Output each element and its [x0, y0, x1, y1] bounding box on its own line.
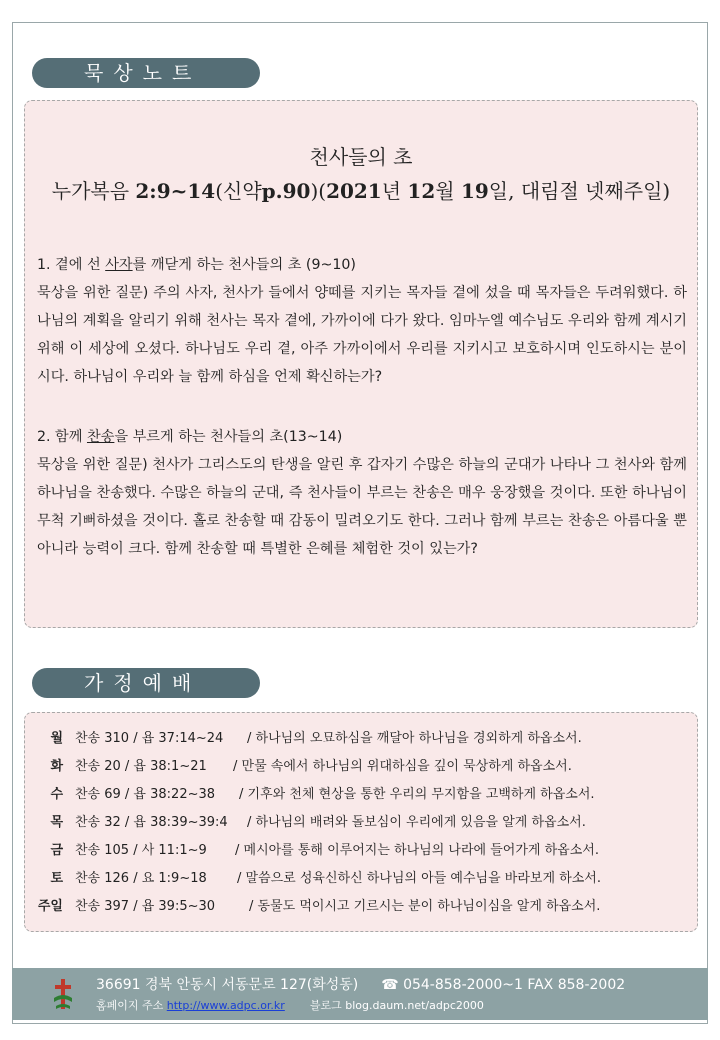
worship-prayer: / 만물 속에서 하나님의 위대하심을 깊이 묵상하게 하옵소서. — [233, 759, 572, 774]
date-month-unit: 월 — [435, 179, 461, 203]
date-open: ( — [318, 179, 327, 203]
meditation-title: 천사들의 초 — [309, 145, 413, 169]
worship-day: 토 — [50, 871, 63, 886]
date-year: 2021 — [326, 179, 382, 203]
date-day: 19 — [460, 179, 489, 203]
worship-reference: 찬송 397 / 욥 39:5~30 — [75, 899, 216, 914]
scripture-page: p.90 — [261, 179, 311, 203]
paragraph-2-body: 묵상을 위한 질문) 천사가 그리스도의 탄생을 알린 후 갑자기 수많은 하늘의 군대가 나타나 그 천사와 함께 하나님을 찬송했다. 수많은 하늘의 군대, 즉 천사들이 부르는 찬송은 매우 웅장했을 것이다. 또한 하나님이 무척 기뻐하셨을 것이다. 홀로 찬송할 때 감동이 밀려오기도 한다. 그러나 함께 부르는 찬송은 아름다울 뿐 아니라 능력이 크다. 함께 찬송할 때 특별한 은혜를 체험한 것이 있는가? — [37, 457, 687, 557]
meditation-paragraph-1 — [37, 251, 687, 391]
worship-row — [25, 869, 697, 889]
scripture-prefix: 누가복음 — [51, 179, 136, 203]
blog-label: 블로그 — [309, 999, 342, 1012]
paragraph-1-heading-b: 를 깨닫게 하는 천사들의 초 (9~10) — [132, 257, 356, 273]
web-line — [96, 997, 484, 1013]
worship-prayer: / 기후와 천체 현상을 통한 우리의 무지함을 고백하게 하옵소서. — [239, 787, 595, 802]
worship-row — [25, 813, 697, 833]
paragraph-1-heading — [37, 251, 687, 279]
worship-prayer: / 하나님의 배려와 돌보심이 우리에게 있음을 알게 하옵소서. — [247, 815, 586, 830]
paragraph-2-heading-a: 2. 함께 — [37, 429, 87, 445]
worship-day: 주일 — [37, 899, 63, 914]
worship-day: 수 — [50, 787, 63, 802]
scripture-mid: (신약 — [215, 179, 262, 203]
meditation-box — [24, 100, 698, 628]
scripture-close: ) — [310, 179, 319, 203]
meditation-header: 묵상노트 — [32, 58, 260, 88]
worship-day: 금 — [50, 843, 63, 858]
paragraph-1-heading-underlined: 사자 — [105, 257, 133, 273]
paragraph-2-heading-underlined: 찬송 — [86, 429, 115, 445]
paragraph-1-heading-a: 1. 곁에 선 — [37, 257, 106, 273]
church-cross-logo-icon — [52, 976, 74, 1012]
meditation-paragraph-2 — [37, 423, 687, 563]
church-footer — [12, 968, 708, 1020]
worship-reference: 찬송 69 / 욥 38:22~38 — [75, 787, 216, 802]
scripture-ref: 2:9~14 — [135, 179, 216, 203]
worship-header: 가정예배 — [32, 668, 260, 698]
paragraph-2-heading-b: 을 부르게 하는 천사들의 초(13~14) — [114, 429, 343, 445]
homepage-label: 홈페이지 주소 — [96, 999, 164, 1012]
worship-reference: 찬송 105 / 사 11:1~9 — [75, 843, 207, 858]
worship-day: 목 — [50, 815, 63, 830]
worship-box — [24, 712, 698, 932]
worship-prayer: / 하나님의 오묘하심을 깨달아 하나님을 경외하게 하옵소서. — [247, 731, 582, 746]
date-month: 12 — [407, 179, 436, 203]
date-year-unit: 년 — [381, 179, 408, 203]
worship-reference: 찬송 310 / 욥 37:14~24 — [75, 731, 224, 746]
church-phone: ☎ 054-858-2000~1 FAX 858-2002 — [381, 977, 626, 993]
homepage-link[interactable]: http://www.adpc.or.kr — [166, 999, 285, 1012]
address-line — [96, 974, 625, 994]
date-rest: 일, 대림절 넷째주일) — [488, 179, 671, 203]
worship-row — [25, 897, 697, 917]
worship-row — [25, 785, 697, 805]
scripture-line — [25, 175, 697, 204]
church-address: 36691 경북 안동시 서동문로 127(화성동) — [96, 977, 359, 993]
worship-reference: 찬송 32 / 욥 38:39~39:4 — [75, 815, 228, 830]
worship-prayer: / 동물도 먹이시고 기르시는 분이 하나님이심을 알게 하옵소서. — [249, 899, 601, 914]
paragraph-2-heading — [37, 423, 687, 451]
worship-row — [25, 841, 697, 861]
blog-address[interactable]: blog.daum.net/adpc2000 — [345, 999, 484, 1012]
paragraph-1-body: 묵상을 위한 질문) 주의 사자, 천사가 들에서 양떼를 지키는 목자들 곁에 섰을 때 목자들은 두려워했다. 하나님의 계획을 알리기 위해 천사는 목자 곁에, 가까이에 다가 왔다. 임마누엘 예수님도 우리와 함께 계시기 위해 이 세상에 오셨다. 하나님도 우리 곁, 아주 가까이에서 우리를 지키시고 보호하시며 인도하시는 분이시다. 하나님이 우리와 늘 함께 하심을 언제 확신하는가? — [37, 285, 687, 385]
worship-row — [25, 729, 697, 749]
worship-row — [25, 757, 697, 777]
worship-prayer: / 말씀으로 성육신하신 하나님의 아들 예수님을 바라보게 하소서. — [237, 871, 601, 886]
worship-prayer: / 메시아를 통해 이루어지는 하나님의 나라에 들어가게 하옵소서. — [235, 843, 599, 858]
worship-reference: 찬송 126 / 요 1:9~18 — [75, 871, 207, 886]
worship-reference: 찬송 20 / 욥 38:1~21 — [75, 759, 207, 774]
worship-day: 월 — [50, 731, 63, 746]
worship-day: 화 — [50, 759, 63, 774]
